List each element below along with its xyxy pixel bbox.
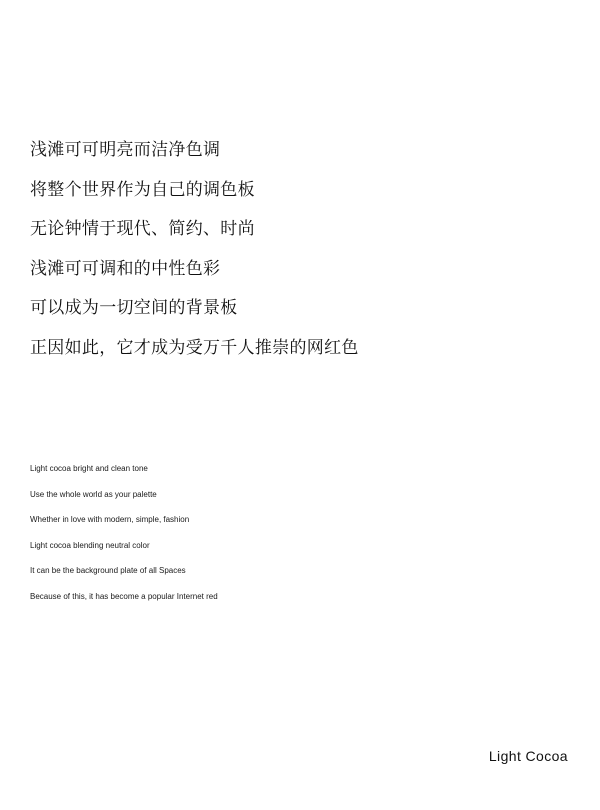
chinese-poem-line-3: 无论钟情于现代、简约、时尚 (30, 219, 255, 239)
chinese-poem-line-4: 浅滩可可调和的中性色彩 (30, 258, 221, 279)
chinese-poem-line-6: 正因如此，它才成为受万千人推崇的网红色 (30, 337, 359, 358)
english-poem (30, 463, 570, 616)
chinese-poem-line-5: 可以成为一切空间的背景板 (30, 298, 238, 318)
chinese-poem-line-1: 浅滩可可明亮而洁净色调 (30, 140, 221, 160)
english-poem-line-1: Light cocoa bright and clean tone (30, 464, 148, 473)
english-poem-line-6: Because of this, it has become a popular Internet red (30, 591, 218, 601)
english-poem-line-3: Whether in love with modern, simple, fashion (30, 515, 190, 524)
chinese-poem (30, 140, 570, 377)
english-poem-line-2: Use the whole world as your palette (30, 489, 157, 499)
english-poem-line-5: It can be the background plate of all Spaces (30, 566, 186, 575)
english-poem-line-4: Light cocoa blending neutral color (30, 540, 150, 550)
footer-label: Light Cocoa (488, 748, 568, 764)
chinese-poem-line-2: 将整个世界作为自己的调色板 (30, 179, 255, 200)
